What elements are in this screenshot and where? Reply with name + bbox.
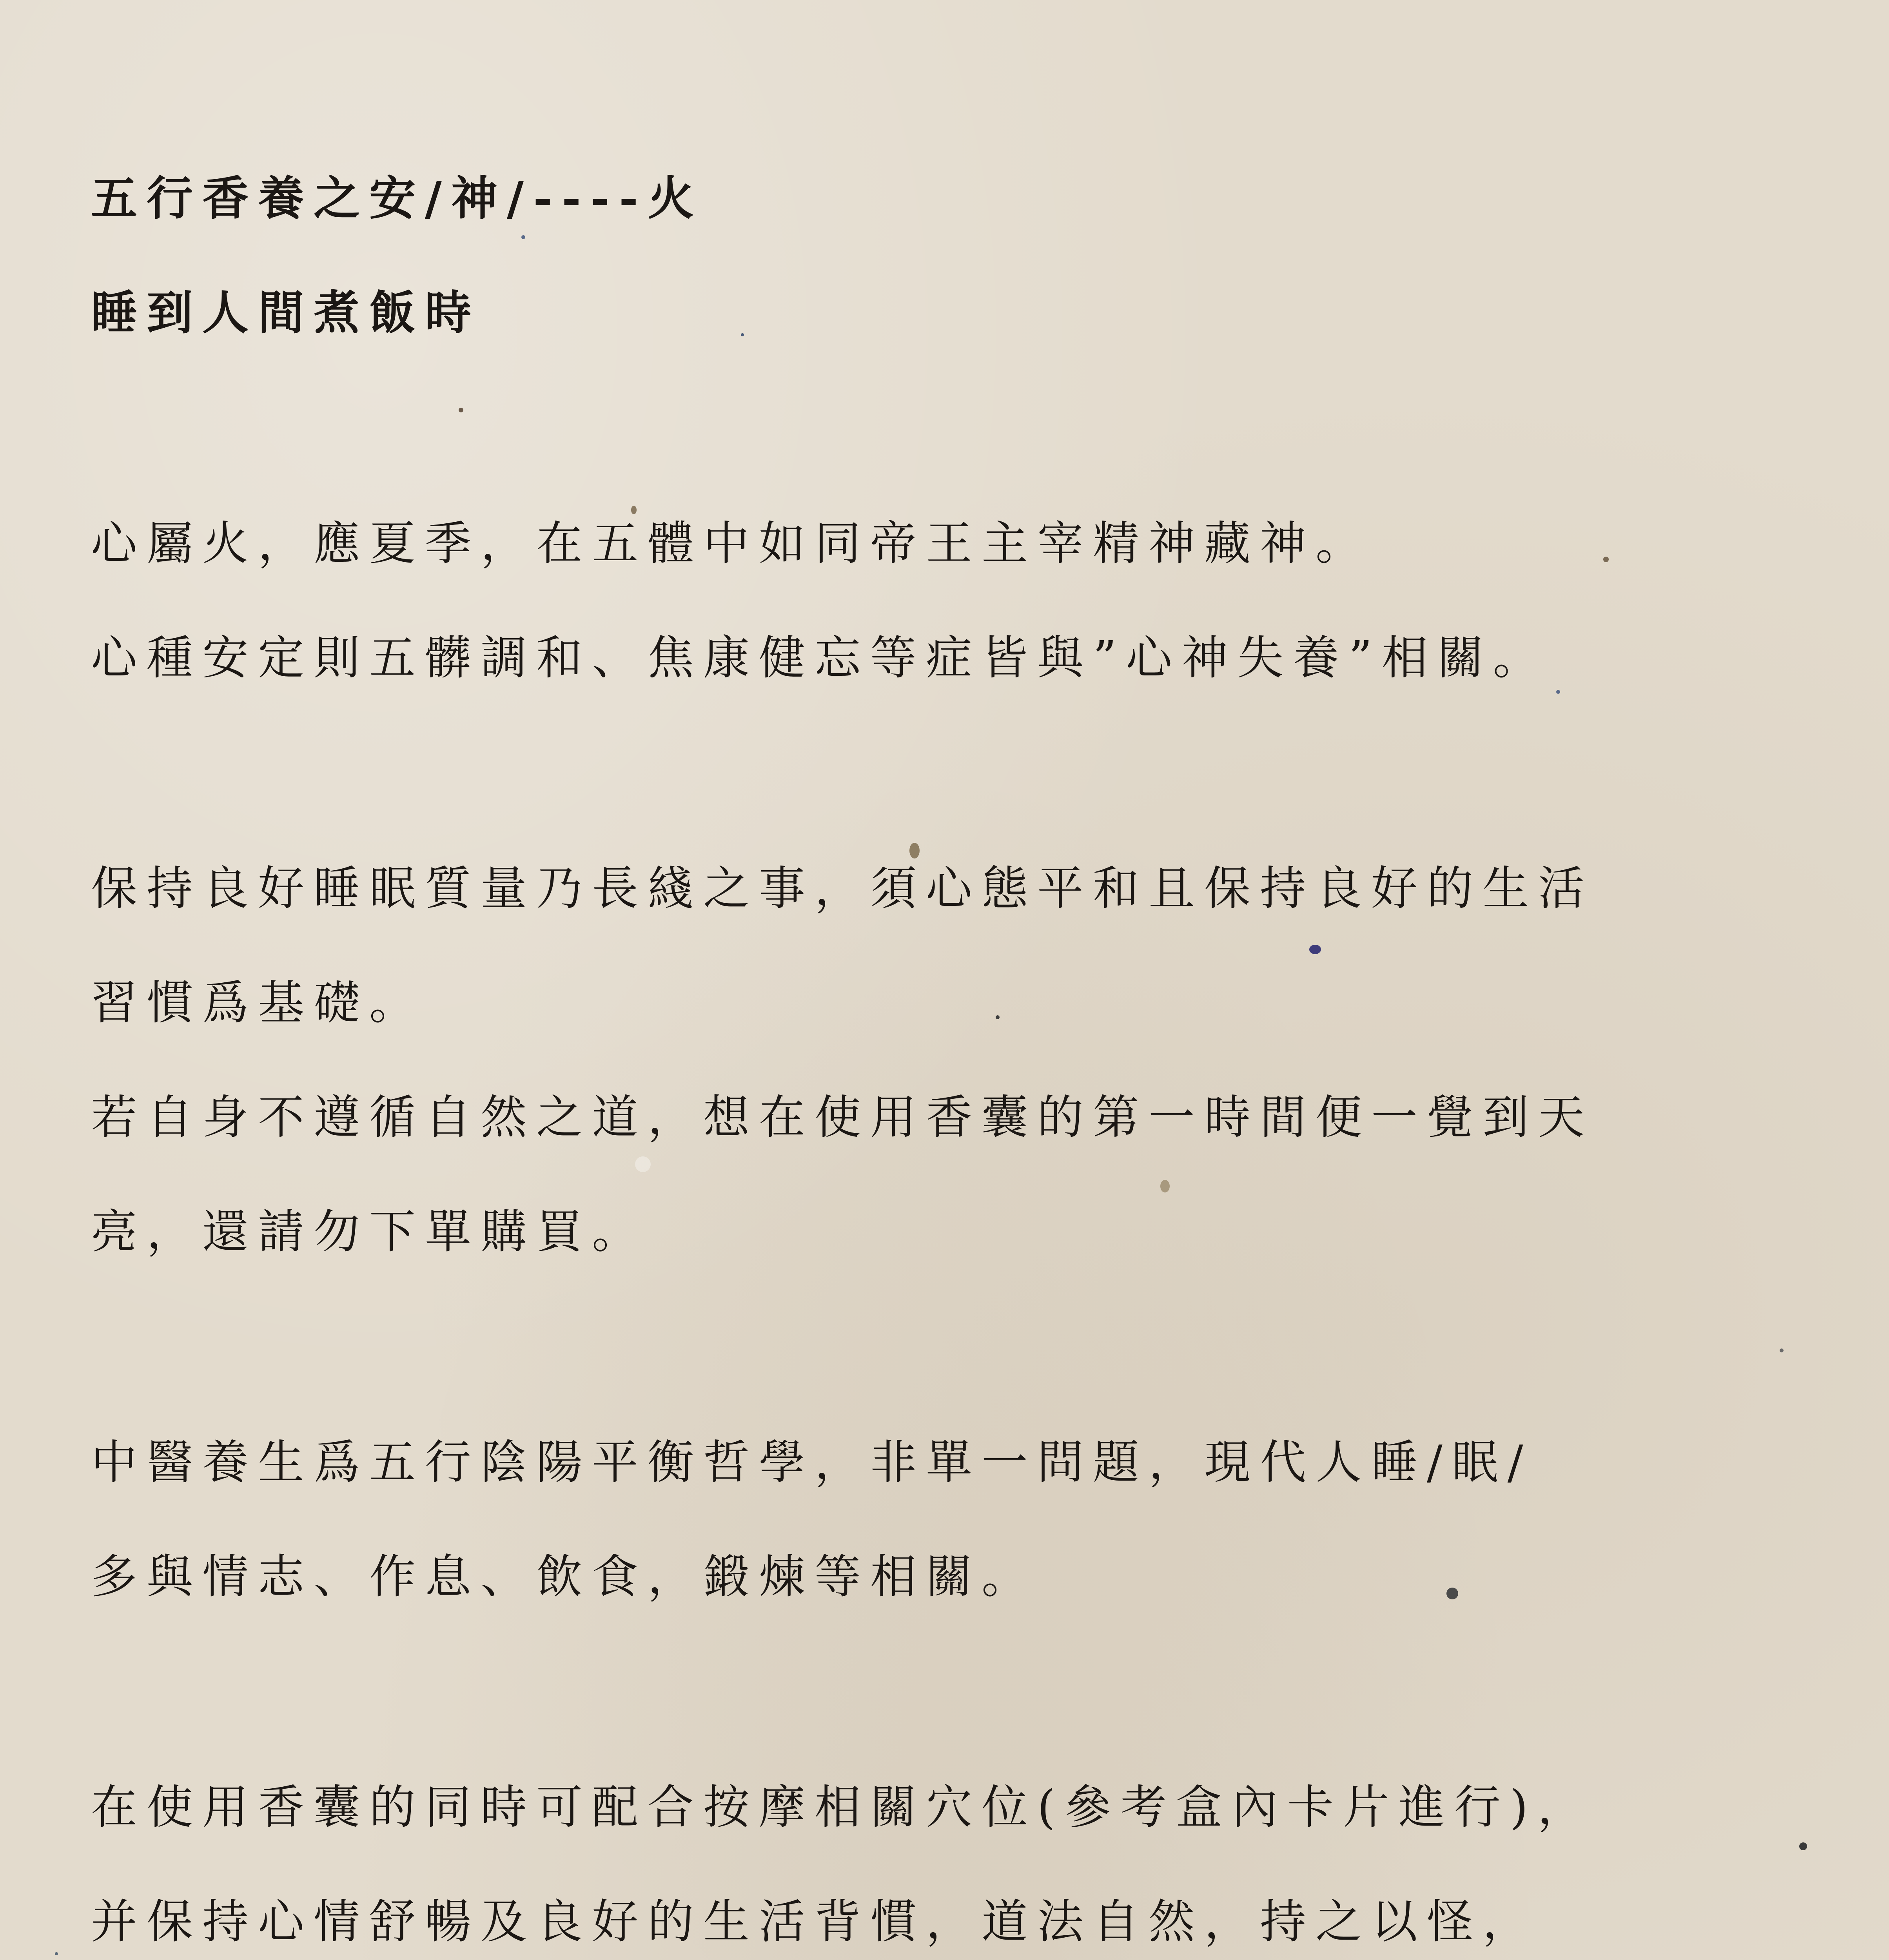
paragraph-line: 多與情志、作息、飲食，鍛煉等相關。 [91, 1550, 1038, 1604]
document-title: 五行香養之安/神/----火 [91, 171, 704, 225]
paragraph-usage-advice [91, 1750, 1855, 1960]
paragraph-line: 習慣爲基礎。 [91, 976, 425, 1030]
paragraph-line: 中醫養生爲五行陰陽平衡哲學，非單一問題，現代人睡/眠/ [91, 1435, 1533, 1489]
paragraph-line: 并保持心情舒暢及良好的生活背慣，道法自然，持之以怪， [91, 1895, 1539, 1949]
paragraph-spacer [91, 370, 1855, 486]
paragraph-line: 保持良好睡眠質量乃長綫之事，須心態平和且保持良好的生活 [91, 861, 1594, 915]
paragraph-sleep-quality [91, 831, 1855, 1289]
paragraph-spacer [91, 1289, 1855, 1405]
paragraph-line: 心種安定則五髒調和、焦康健忘等症皆與”心神失養”相關。 [91, 631, 1549, 685]
paragraph-line: 若自身不遵循自然之道，想在使用香囊的第一時間便一覺到天 [91, 1090, 1594, 1144]
paragraph-spacer [91, 1634, 1855, 1750]
document-subtitle: 睡到人間煮飯時 [91, 285, 481, 340]
paragraph-spacer [91, 715, 1855, 831]
paragraph-heart-fire [91, 486, 1855, 715]
paragraph-line: 心屬火，應夏季，在五體中如同帝王主宰精神藏神。 [91, 516, 1372, 570]
paragraph-line: 亮，還請勿下單購買。 [91, 1205, 648, 1259]
paragraph-line: 在使用香囊的同時可配合按摩相關穴位(參考盒內卡片進行)， [91, 1780, 1593, 1834]
paper-speck [55, 1952, 58, 1955]
paragraph-tcm-philosophy [91, 1405, 1855, 1634]
document-body [91, 141, 1855, 1960]
